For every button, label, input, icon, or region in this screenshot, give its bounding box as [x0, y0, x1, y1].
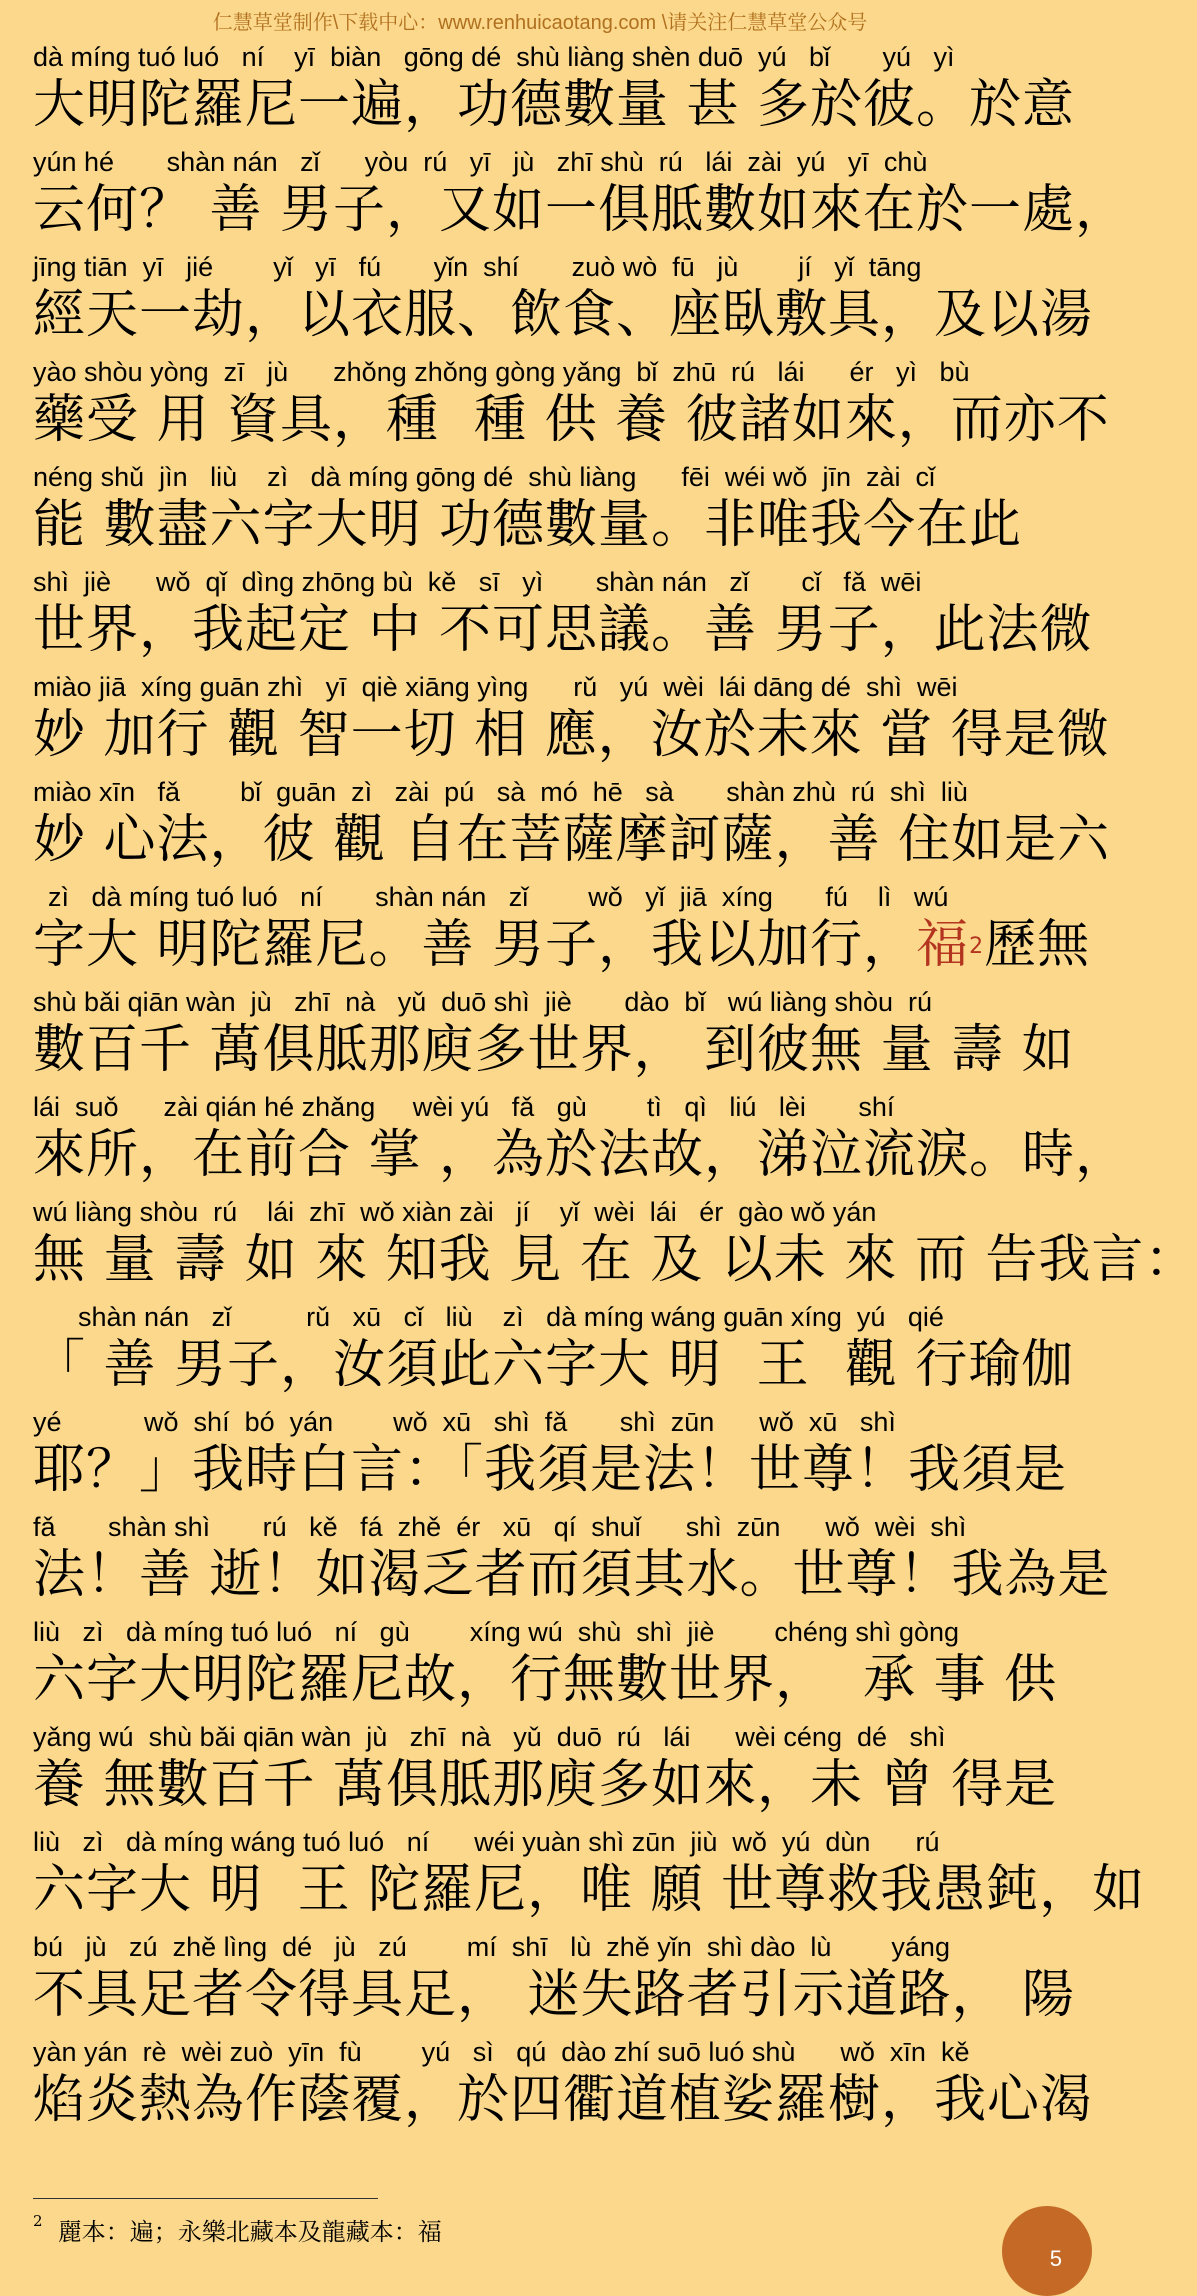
hanzi-line: 耶？」我時白言：「我須是法！世尊！我須是 — [33, 1440, 1068, 1500]
pinyin-line: miào jiā xíng guān zhì yī qiè xiāng yìng rǔ yú wèi lái dāng dé shì wēi — [33, 672, 958, 702]
hanzi-line: 能 數盡六字大明 功德數量。非唯我今在此 — [33, 495, 1023, 555]
footnote-marker[interactable]: 2 — [969, 934, 985, 959]
hanzi-line: 云何？ 善 男子，又如一俱胝數如來在於一處， — [33, 180, 1129, 240]
hanzi-line: 大明陀羅尼一遍，功德數量 甚 多於彼。於意 — [33, 75, 1076, 135]
text-line — [33, 670, 1110, 775]
pinyin-line: lái suǒ zài qián hé zhǎng wèi yú fǎ gù tì qì liú lèi shí — [33, 1092, 895, 1122]
text-line — [33, 1195, 1197, 1300]
text-line — [33, 985, 1075, 1090]
pinyin-line: shì jiè wǒ qǐ dìng zhōng bù kě sī yì shàn nán zǐ cǐ fǎ wēi — [33, 567, 922, 597]
text-line — [33, 880, 1091, 985]
pinyin-line: liù zì dà míng tuó luó ní gù xíng wú shù shì jiè chéng shì gòng — [33, 1617, 960, 1647]
footnote-number: 2 — [33, 2212, 43, 2230]
page-number-badge — [1002, 2206, 1092, 2296]
pinyin-line: fǎ shàn shì rú kě fá zhě ér xū qí shuǐ shì zūn wǒ wèi shì — [33, 1512, 967, 1542]
text-line — [33, 40, 1076, 145]
text-line — [33, 1510, 1111, 1615]
hanzi-line: 藥受 用 資具，種 種 供 養 彼諸如來，而亦不 — [33, 390, 1110, 450]
text-line — [33, 1405, 1068, 1510]
text-line — [33, 775, 1111, 880]
pinyin-line: jīng tiān yī jié yǐ yī fú yǐn shí zuò wò fū jù jí yǐ tāng — [33, 252, 922, 282]
pinyin-line: yàn yán rè wèi zuò yīn fù yú sì qú dào zhí suō luó shù wǒ xīn kě — [33, 2037, 970, 2067]
hanzi-line: 不具足者令得具足， 迷失路者引示道路， 陽 — [33, 1965, 1076, 2025]
footnote — [33, 2212, 442, 2247]
hanzi-line: 數百千 萬俱胝那庾多世界， 到彼無 量 壽 如 — [33, 1020, 1075, 1080]
text-body — [33, 40, 1197, 2140]
page-header: 仁慧草堂制作\下载中心：www.renhuicaotang.com \请关注仁慧草堂公众号 — [212, 12, 868, 34]
hanzi-text: 歷無 — [984, 915, 1091, 975]
hanzi-line: 妙 加行 觀 智一切 相 應，汝於未來 當 得是微 — [33, 705, 1110, 765]
text-line — [33, 1300, 1075, 1405]
pinyin-line: yé wǒ shí bó yán wǒ xū shì fǎ shì zūn wǒ xū shì — [33, 1407, 896, 1437]
text-line — [33, 2035, 1094, 2140]
text-line — [33, 460, 1048, 565]
text-line — [33, 250, 1094, 355]
hanzi-line: 經天一劫，以衣服、飲食、座臥敷具，及以湯 — [33, 285, 1094, 345]
hanzi-line: 六字大 明 王 陀羅尼，唯 願 世尊救我愚鈍，如 — [33, 1860, 1146, 1920]
pinyin-line: néng shǔ jìn liù zì dà míng gōng dé shù liàng fēi wéi wǒ jīn zài cǐ — [33, 462, 935, 492]
hanzi-line: 焰炎熱為作蔭覆，於四衢道植娑羅樹，我心渴 — [33, 2070, 1094, 2130]
text-line — [33, 355, 1110, 460]
pinyin-line: miào xīn fǎ bǐ guān zì zài pú sà mó hē sà shàn zhù rú shì liù — [33, 777, 968, 807]
pinyin-line: shàn nán zǐ rǔ xū cǐ liù zì dà míng wáng guān xíng yú qié — [33, 1302, 944, 1332]
text-line — [33, 1825, 1146, 1930]
text-line — [33, 1720, 1058, 1825]
pinyin-line: yào shòu yòng zī jù zhǒng zhǒng gòng yǎng bǐ zhū rú lái ér yì bù — [33, 357, 970, 387]
hanzi-line — [33, 914, 1091, 976]
hanzi-line: 世界，我起定 中 不可思議。善 男子，此法微 — [33, 600, 1093, 660]
text-line — [33, 1930, 1076, 2035]
pinyin-line: shù bǎi qiān wàn jù zhī nà yǔ duō shì jiè dào bǐ wú liàng shòu rú — [33, 987, 933, 1017]
text-line — [33, 1090, 1129, 1195]
hanzi-line: 「 善 男子，汝須此六字大 明 王 觀 行瑜伽 — [33, 1335, 1075, 1395]
text-line — [33, 145, 1129, 250]
text-line — [33, 1615, 1058, 1720]
hanzi-line: 養 無數百千 萬俱胝那庾多如來，未 曾 得是 — [33, 1755, 1058, 1815]
hanzi-line: 無 量 壽 如 來 知我 見 在 及 以未 來 而 告我言： — [33, 1230, 1197, 1290]
hanzi-line: 妙 心法，彼 觀 自在菩薩摩訶薩，善 住如是六 — [33, 810, 1111, 870]
pinyin-line: yún hé shàn nán zǐ yòu rú yī jù zhī shù rú lái zài yú yī chù — [33, 147, 928, 177]
hanzi-line: 法！善 逝！如渴乏者而須其水。世尊！我為是 — [33, 1545, 1111, 1605]
footnote-divider — [33, 2198, 378, 2199]
hanzi-line: 來所，在前合 掌 ，為於法故，涕泣流淚。時， — [33, 1125, 1129, 1185]
text-line — [33, 565, 1093, 670]
footnote-text: 麗本：遍；永樂北藏本及龍藏本：福 — [57, 2218, 442, 2246]
pinyin-line: yǎng wú shù bǎi qiān wàn jù zhī nà yǔ duō rú lái wèi céng dé shì — [33, 1722, 946, 1752]
hanzi-line: 六字大明陀羅尼故，行無數世界， 承 事 供 — [33, 1650, 1058, 1710]
pinyin-line: bú jù zú zhě lìng dé jù zú mí shī lù zhě yǐn shì dào lù yáng — [33, 1932, 950, 1962]
page-number: 5 — [1049, 2246, 1062, 2271]
hanzi-text: 字大 明陀羅尼。善 男子，我以加行， — [33, 915, 917, 975]
pinyin-line: wú liàng shòu rú lái zhī wǒ xiàn zài jí yǐ wèi lái ér gào wǒ yán — [33, 1197, 877, 1227]
pinyin-line: zì dà míng tuó luó ní shàn nán zǐ wǒ yǐ jiā xíng fú lì wú — [33, 882, 949, 912]
pinyin-line: dà míng tuó luó ní yī biàn gōng dé shù liàng shèn duō yú bǐ yú yì — [33, 42, 955, 72]
variant-character: 福 — [916, 915, 970, 975]
pinyin-line: liù zì dà míng wáng tuó luó ní wéi yuàn shì zūn jiù wǒ yú dùn rú — [33, 1827, 940, 1857]
